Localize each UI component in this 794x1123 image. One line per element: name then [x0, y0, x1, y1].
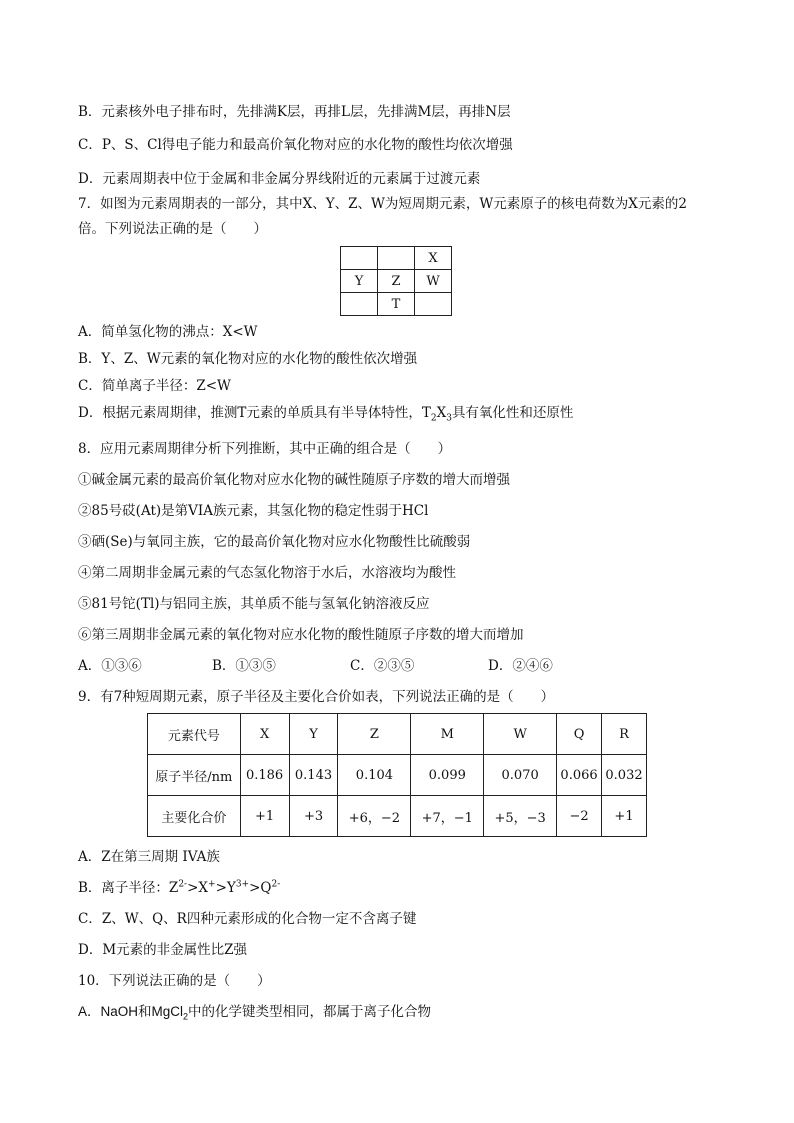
- table-cell: Y: [289, 714, 338, 755]
- q8-item-3: ③硒(Se)与氧同主族，它的最高价氧化物对应水化物酸性比硫酸弱: [78, 534, 471, 550]
- grid-cell: T: [378, 293, 415, 316]
- comparison-sign: >: [187, 880, 199, 896]
- q8-item-2: ②85号砹(At)是第VIA族元素，其氢化物的稳定性弱于HCl: [78, 503, 429, 519]
- table-cell: X: [240, 714, 289, 755]
- table-cell: 0.186: [240, 755, 289, 796]
- q9-option-a: A．Z在第三周期 IVA族: [78, 849, 220, 865]
- q7-stem-line1: 7．如图为元素周期表的一部分，其中X、Y、Z、W为短周期元素，W元素原子的核电荷数为X元素的2: [78, 196, 687, 212]
- comparison-sign: >: [249, 880, 261, 896]
- table-cell: +1: [602, 796, 647, 837]
- grid-cell: Z: [378, 270, 415, 293]
- row-header: 主要化合价: [148, 796, 241, 837]
- table-cell: 0.143: [289, 755, 338, 796]
- q8-option-a: A．①③⑥: [78, 658, 142, 674]
- q9-option-d: D．M元素的非金属性比Z强: [78, 942, 248, 958]
- row-header: 元素代号: [148, 714, 241, 755]
- table-cell: Z: [338, 714, 411, 755]
- table-cell: −2: [557, 796, 602, 837]
- grid-cell: W: [415, 270, 452, 293]
- q9-option-c: C．Z、W、Q、R四种元素形成的化合物一定不含离子键: [78, 911, 417, 927]
- table-cell: Q: [557, 714, 602, 755]
- grid-cell: [341, 247, 378, 270]
- table-cell: M: [411, 714, 484, 755]
- ion-charge: +: [208, 879, 216, 890]
- q8-option-d: D．②④⑥: [488, 658, 553, 674]
- element-data-table: [147, 713, 647, 837]
- table-cell: +5，−3: [484, 796, 557, 837]
- table-cell: W: [484, 714, 557, 755]
- q7-option-c: C．简单离子半径：Z<W: [78, 378, 231, 394]
- table-cell: +3: [289, 796, 338, 837]
- q8-option-b: B．①③⑤: [212, 658, 276, 674]
- grid-cell: [341, 293, 378, 316]
- periodic-table-fragment: [340, 246, 452, 316]
- grid-cell: [415, 293, 452, 316]
- q8-option-c: C．②③⑤: [350, 658, 415, 674]
- q7-stem-line2: 倍。下列说法正确的是（ ）: [78, 221, 267, 237]
- grid-cell: [378, 247, 415, 270]
- q8-item-1: ①碱金属元素的最高价氧化物对应水化物的碱性随原子序数的增大而增强: [78, 472, 510, 488]
- q7-option-a: A．简单氢化物的沸点：X<W: [78, 324, 258, 340]
- grid-cell: X: [415, 247, 452, 270]
- ion-charge: 2-: [271, 879, 281, 890]
- ion-symbol: X: [198, 880, 209, 896]
- table-cell: +6，−2: [338, 796, 411, 837]
- radius-row: [148, 755, 647, 796]
- ion-charge: 3+: [235, 879, 250, 890]
- q10-option-a: A．NaOH和MgCl$_2$中的化学键类型相同，都属于离子化合物: [78, 1004, 432, 1022]
- grid-cell: Y: [341, 270, 378, 293]
- ion-charge: 2-: [178, 879, 188, 890]
- valence-row: [148, 796, 647, 837]
- q6-option-c: C．P、S、Cl得电子能力和最高价氧化物对应的水化物的酸性均依次增强: [78, 137, 513, 153]
- table-cell: +1: [240, 796, 289, 837]
- table-cell: 0.070: [484, 755, 557, 796]
- table-cell: 0.099: [411, 755, 484, 796]
- q7-option-b: B．Y、Z、W元素的氧化物对应的水化物的酸性依次增强: [78, 351, 418, 367]
- table-cell: R: [602, 714, 647, 755]
- table-cell: 0.104: [338, 755, 411, 796]
- table-cell: 0.066: [557, 755, 602, 796]
- table-cell: 0.032: [602, 755, 647, 796]
- q8-item-5: ⑤81号铊(Tl)与铝同主族，其单质不能与氢氧化钠溶液反应: [78, 596, 430, 612]
- q8-item-6: ⑥第三周期非金属元素的氧化物对应水化物的酸性随原子序数的增大而增加: [78, 627, 524, 643]
- symbol-row: [148, 714, 647, 755]
- comparison-sign: >: [215, 880, 227, 896]
- ion-symbol: Y: [226, 880, 236, 896]
- ion-symbol: Z: [168, 880, 179, 896]
- ion-symbol: Q: [260, 880, 272, 896]
- q7-option-d: D．根据元素周期律，推测T元素的单质具有半导体特性，$T_2X_3$具有氧化性和还原性: [78, 405, 574, 424]
- row-header: 原子半径/nm: [148, 755, 241, 796]
- q8-item-4: ④第二周期非金属元素的气态氢化物溶于水后，水溶液均为酸性: [78, 565, 456, 581]
- q6-option-d: D．元素周期表中位于金属和非金属分界线附近的元素属于过渡元素: [78, 171, 481, 187]
- ion-radius-order: [169, 880, 280, 896]
- q9-stem: 9．有7种短周期元素，原子半径及主要化合价如表，下列说法正确的是（ ）: [78, 689, 555, 705]
- q10-stem: 10．下列说法正确的是（ ）: [78, 973, 271, 989]
- q9-option-b: B．离子半径：$Z^{2-}>X^+>Y^{3+}>Q^{2-}$: [78, 879, 281, 896]
- q8-stem: 8．应用元素周期律分析下列推断，其中正确的组合是（ ）: [78, 441, 452, 457]
- q6-option-b: B．元素核外电子排布时，先排满K层，再排L层，先排满M层，再排N层: [78, 104, 511, 120]
- table-cell: +7，−1: [411, 796, 484, 837]
